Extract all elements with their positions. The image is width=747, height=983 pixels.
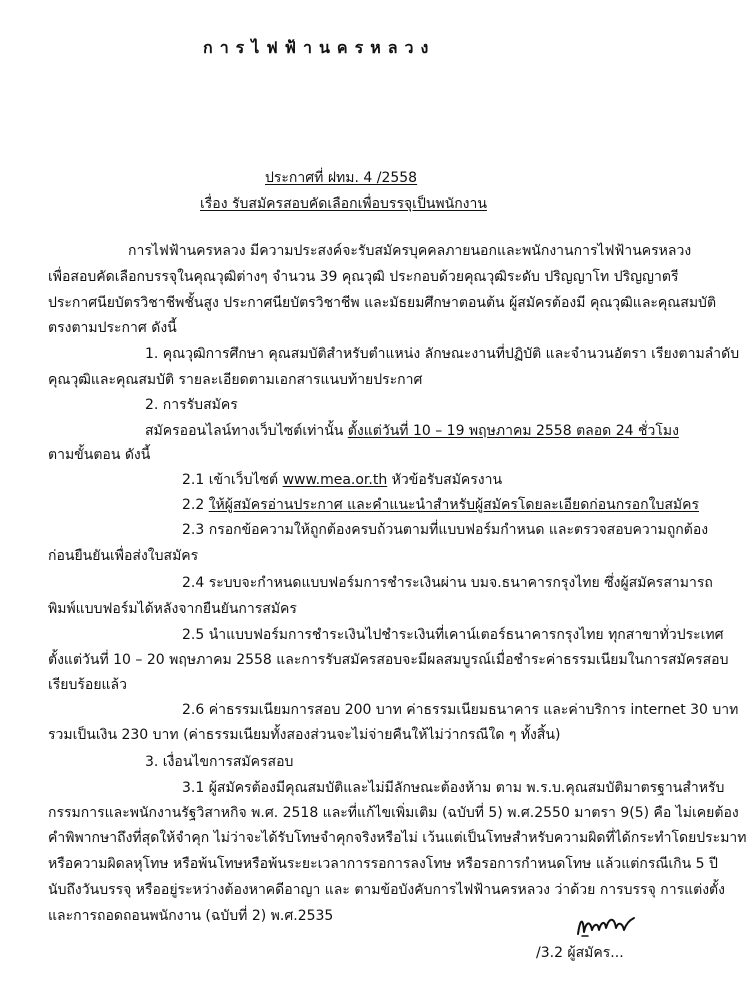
clause-3-1-line: นับถึงวันบรรจุ หรืออยู่ระหว่างต้องหาคดีอาญา และ ตามข้อบังคับการไฟฟ้านครหลวง ว่าด้วย การบรรจุ การแต่งตั้ง	[48, 882, 725, 898]
step-2-1-prefix: 2.1 เข้าเว็บไซต์	[182, 472, 283, 488]
step-2-4-line: พิมพ์แบบฟอร์มได้หลังจากยืนยันการสมัคร	[48, 601, 297, 617]
section1-line: คุณวุฒิและคุณสมบัติ รายละเอียดตามเอกสารแนบท้ายประกาศ	[48, 372, 423, 388]
announcement-subject: เรื่อง รับสมัครสอบคัดเลือกเพื่อบรรจุเป็นพนักงาน	[200, 196, 487, 212]
clause-3-1-line: 3.1 ผู้สมัครต้องมีคุณสมบัติและไม่มีลักษณะต้องห้าม ตาม พ.ร.บ.คุณสมบัติมาตรฐานสำหรับ	[182, 780, 725, 796]
clause-3-1-line: กรรมการและพนักงานรัฐวิสาหกิจ พ.ศ. 2518 และที่แก้ไขเพิ่มเติม (ฉบับที่ 5) พ.ศ.2550 มาตรา 9(5) คือ ไม่เคยต้อง	[48, 805, 739, 821]
step-2-5-line: ตั้งแต่วันที่ 10 – 20 พฤษภาคม 2558 และการรับสมัครสอบจะมีผลสมบูรณ์เมื่อชำระค่าธรรมเนียมในการสมัครสอบ	[48, 652, 729, 668]
step-2-5-line: 2.5 นำแบบฟอร์มการชำระเงินไปชำระเงินที่เคาน์เตอร์ธนาคารกรุงไทย ทุกสาขาทั่วประเทศ	[182, 627, 724, 643]
section1-line: 1. คุณวุฒิการศึกษา คุณสมบัติสำหรับตำแหน่ง ลักษณะงานที่ปฏิบัติ และจำนวนอัตรา เรียงตามลำดับ	[145, 346, 740, 362]
application-period-prefix: สมัครออนไลน์ทางเว็บไซต์เท่านั้น	[145, 423, 348, 439]
intro-line: เพื่อสอบคัดเลือกบรรจุในคุณวุฒิต่างๆ จำนวน 39 คุณวุฒิ ประกอบด้วยคุณวุฒิระดับ ปริญญาโท ปริญญาตรี	[48, 269, 679, 285]
step-2-2-prefix: 2.2	[182, 497, 209, 513]
clause-3-1-line: คำพิพากษาถึงที่สุดให้จำคุก ไม่ว่าจะได้รับโทษจำคุกจริงหรือไม่ เว้นแต่เป็นโทษสำหรับความผิดที่ได้กระทำโดยประมาท	[48, 830, 747, 846]
step-2-5-line: เรียบร้อยแล้ว	[48, 677, 127, 693]
application-period-dates: ตั้งแต่วันที่ 10 – 19 พฤษภาคม 2558 ตลอด 24 ชั่วโมง	[347, 423, 679, 439]
handwritten-signature	[574, 910, 638, 940]
announcement-number: ประกาศที่ ฝทม. 4 /2558	[265, 170, 418, 186]
intro-line: ตรงตามประกาศ ดังนี้	[48, 320, 177, 336]
section2-steps-intro: ตามขั้นตอน ดังนี้	[48, 447, 151, 463]
section2-title: 2. การรับสมัคร	[145, 397, 238, 413]
clause-3-1-line: หรือความผิดลหุโทษ หรือพ้นโทษหรือพ้นระยะเวลาการรอการลงโทษ หรือรอการกำหนดโทษ แล้วแต่กรณีเกิน 5 ปี	[48, 856, 718, 872]
step-2-6-line: 2.6 ค่าธรรมเนียมการสอบ 200 บาท ค่าธรรมเนียมธนาคาร และค่าบริการ internet 30 บาท	[182, 702, 739, 718]
clause-3-1-line: และการถอดถอนพนักงาน (ฉบับที่ 2) พ.ศ.2535	[48, 908, 334, 924]
section3-title: 3. เงื่อนไขการสมัครสอบ	[145, 754, 294, 770]
step-2-1-suffix: หัวข้อรับสมัครงาน	[387, 472, 503, 488]
continuation-note: /3.2 ผู้สมัคร...	[536, 945, 624, 961]
section2-application-period	[145, 423, 679, 439]
step-2-2	[182, 497, 699, 513]
step-2-1	[182, 472, 502, 488]
step-2-4-line: 2.4 ระบบจะกำหนดแบบฟอร์มการชำระเงินผ่าน บมจ.ธนาคารกรุงไทย ซึ่งผู้สมัครสามารถ	[182, 575, 713, 591]
step-2-2-text: ให้ผู้สมัครอ่านประกาศ และคำแนะนำสำหรับผู้สมัครโดยละเอียดก่อนกรอกใบสมัคร	[208, 497, 699, 513]
step-2-3-line: 2.3 กรอกข้อความให้ถูกต้องครบถ้วนตามที่แบบฟอร์มกำหนด และตรวจสอบความถูกต้อง	[182, 522, 709, 538]
step-2-3-line: ก่อนยืนยันเพื่อส่งใบสมัคร	[48, 548, 199, 564]
intro-line: การไฟฟ้านครหลวง มีความประสงค์จะรับสมัครบุคคลภายนอกและพนักงานการไฟฟ้านครหลวง	[128, 243, 692, 259]
organization-header: การไฟฟ้านครหลวง	[203, 38, 436, 57]
website-link[interactable]: www.mea.or.th	[282, 472, 388, 488]
step-2-6-line: รวมเป็นเงิน 230 บาท (ค่าธรรมเนียมทั้งสองส่วนจะไม่จ่ายคืนให้ไม่ว่ากรณีใด ๆ ทั้งสิ้น)	[48, 727, 561, 743]
intro-line: ประกาศนียบัตรวิชาชีพชั้นสูง ประกาศนียบัตรวิชาชีพ และมัธยมศึกษาตอนต้น ผู้สมัครต้องมี คุณวุฒิและคุณสมบัติ	[48, 295, 717, 311]
